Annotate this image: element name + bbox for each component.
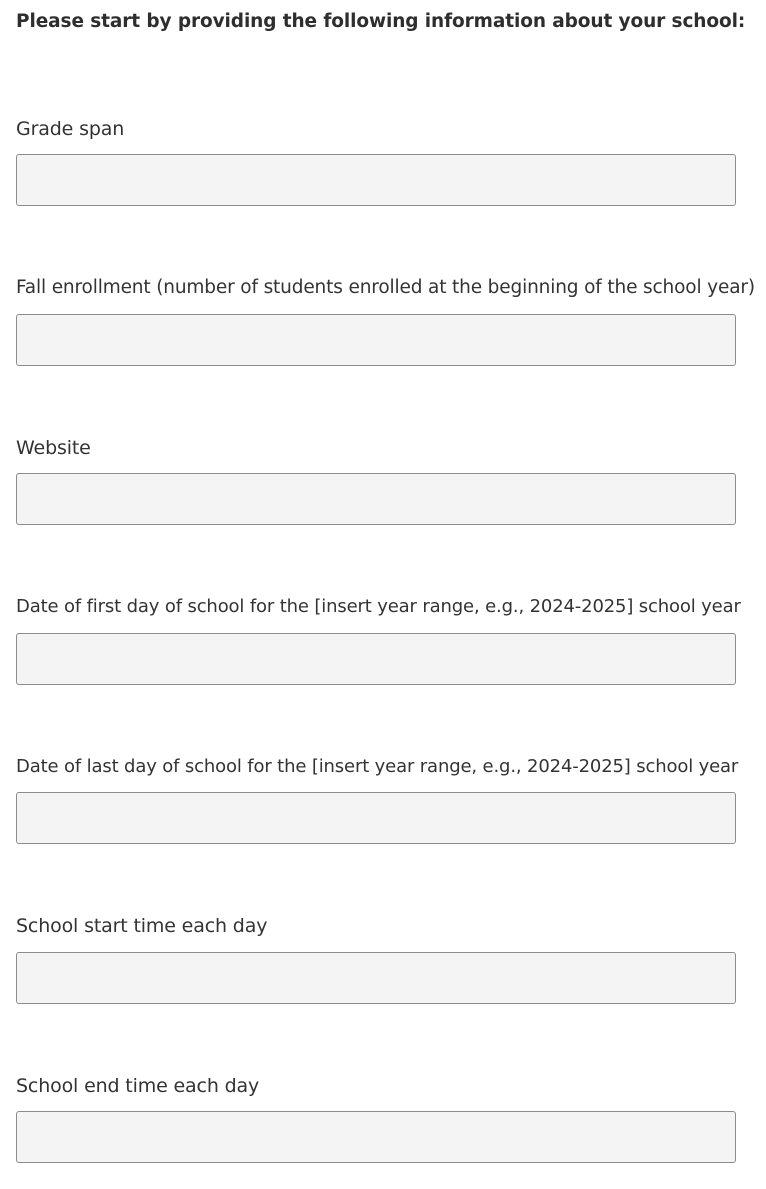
website-label: Website [16,437,91,459]
last-day-label: Date of last day of school for the [insert year range, e.g., 2024-2025] school year [16,756,739,777]
fall-enrollment-label: Fall enrollment (number of students enrolled at the beginning of the school year) [16,277,755,298]
website-input[interactable] [16,473,736,525]
grade-span-label: Grade span [16,118,125,140]
form-intro-heading: Please start by providing the following information about your school: [16,11,746,32]
fall-enrollment-input[interactable] [16,314,736,366]
end-time-input[interactable] [16,1111,736,1163]
last-day-input[interactable] [16,792,736,844]
grade-span-input[interactable] [16,154,736,206]
start-time-label: School start time each day [16,915,268,937]
start-time-input[interactable] [16,952,736,1004]
first-day-input[interactable] [16,633,736,685]
first-day-label: Date of first day of school for the [insert year range, e.g., 2024-2025] school year [16,596,741,617]
end-time-label: School end time each day [16,1075,260,1097]
